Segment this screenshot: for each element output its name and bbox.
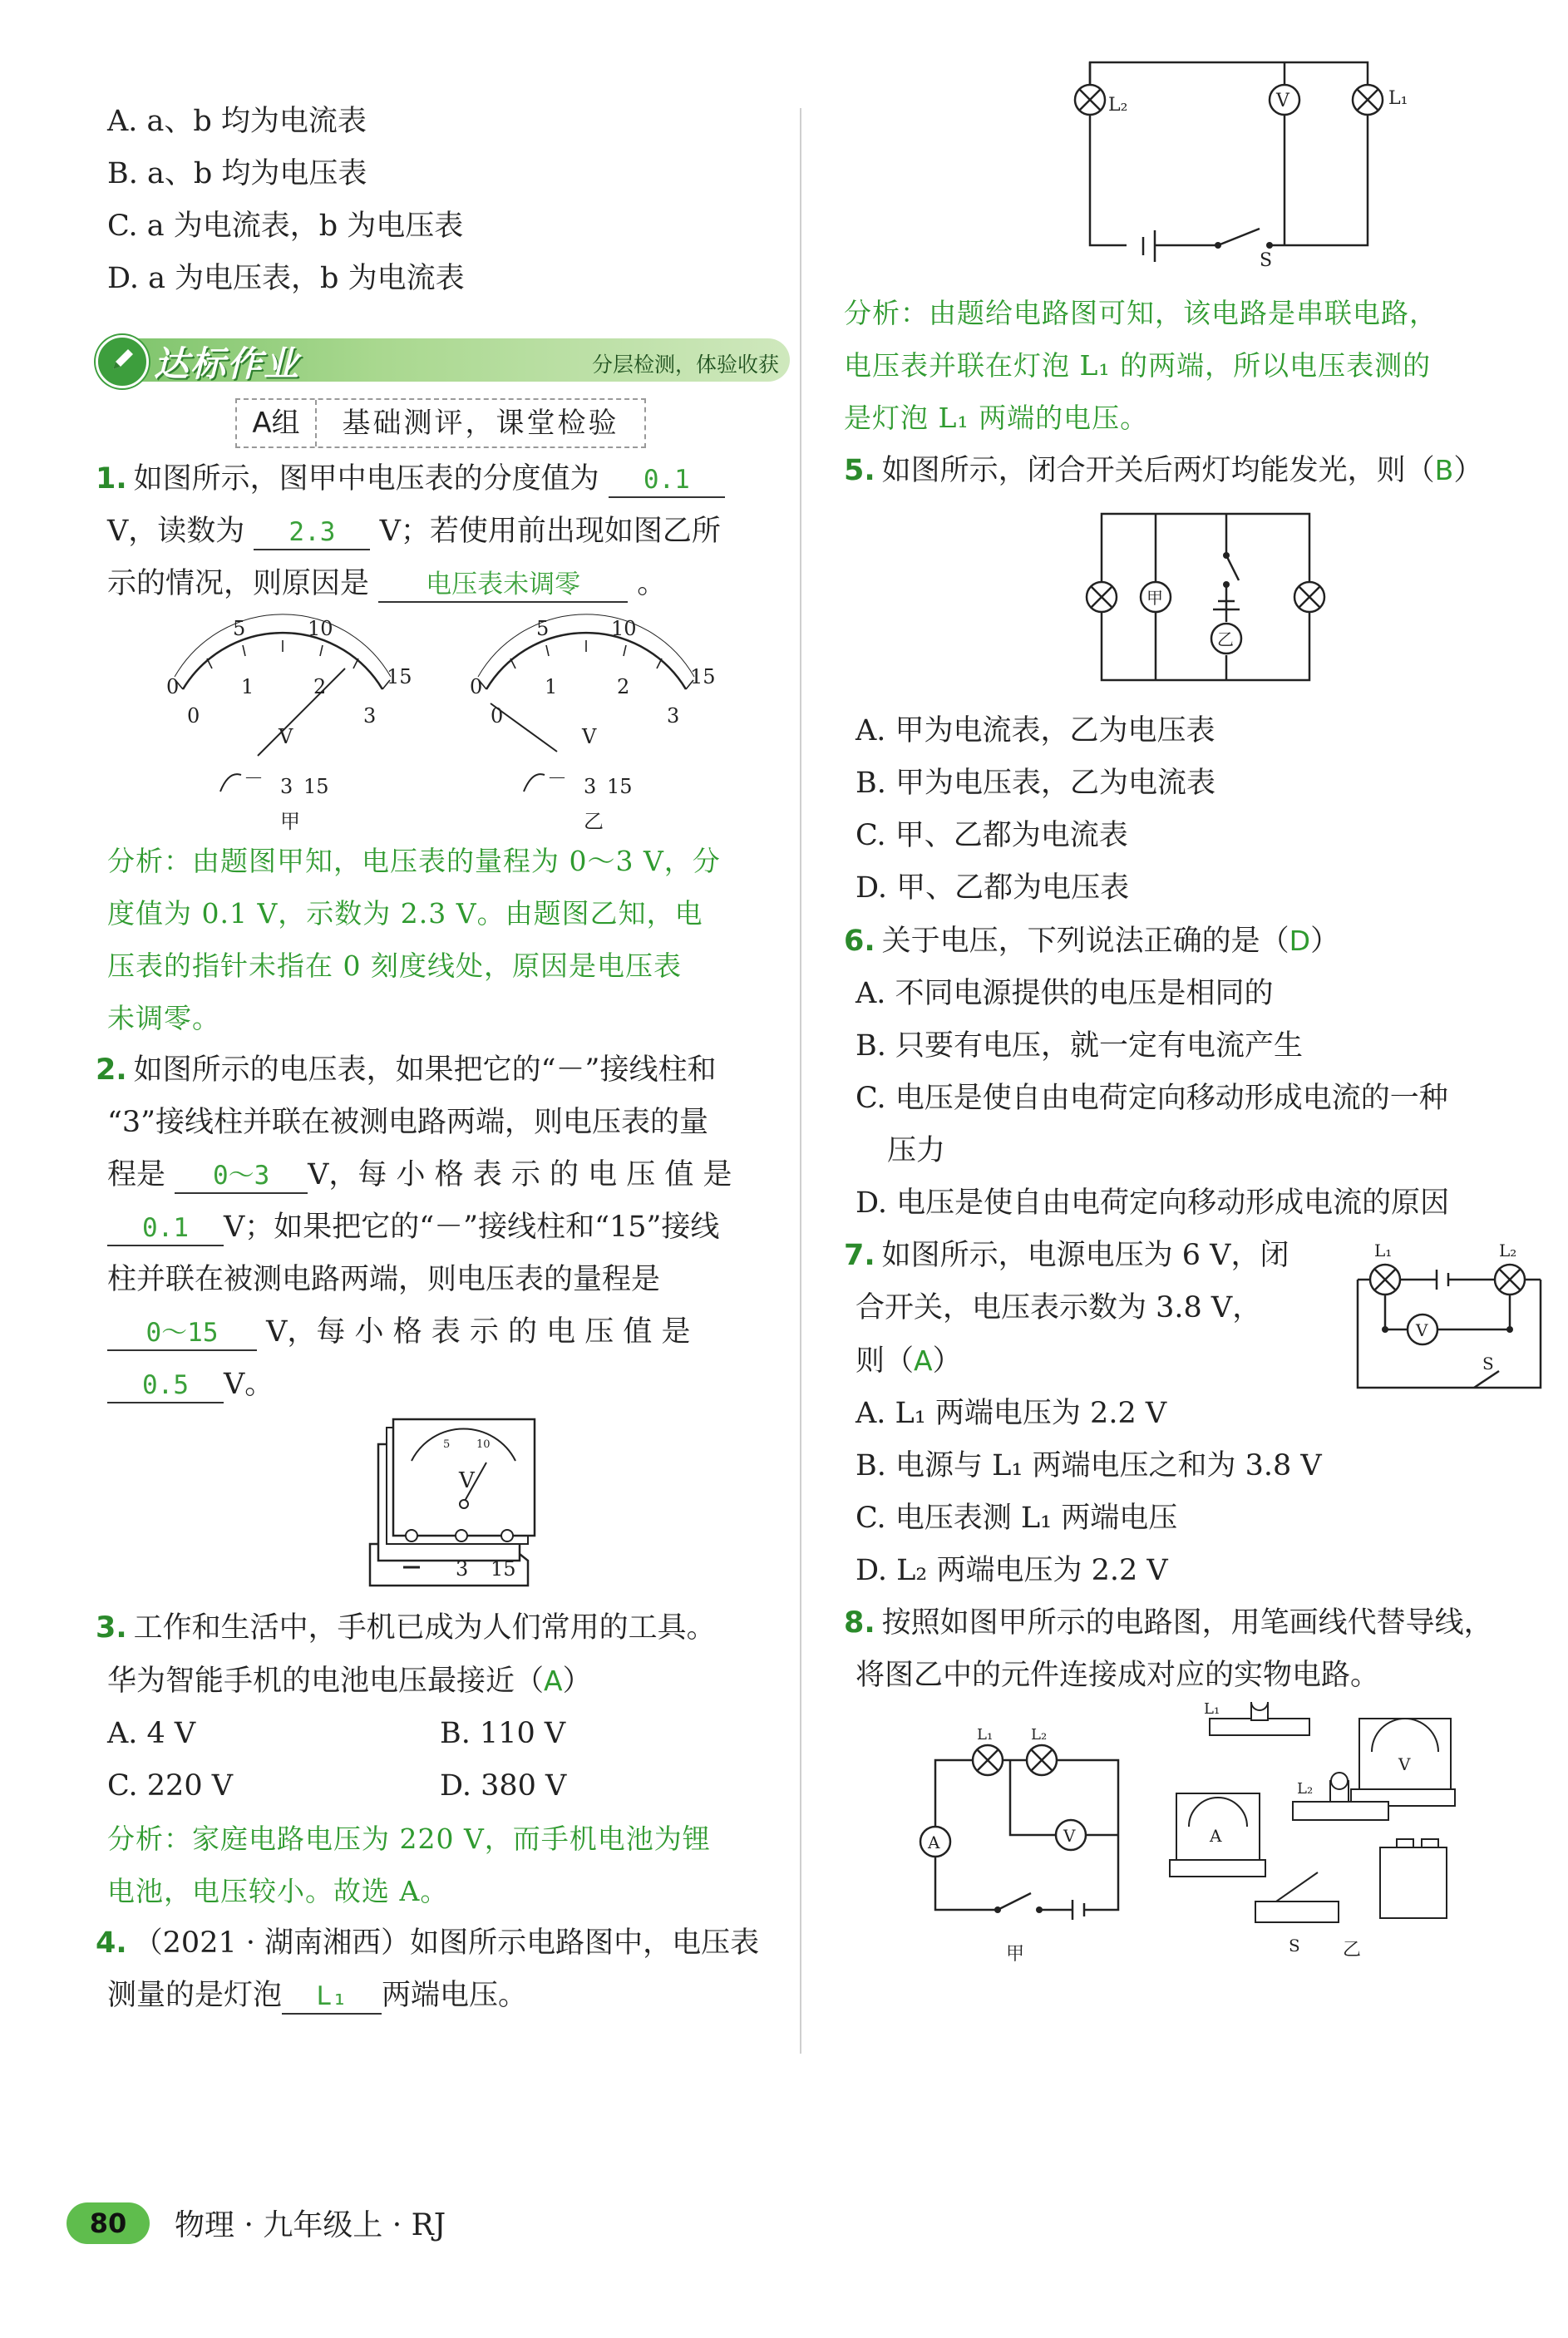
q2-text-4b: V；如果把它的“－”接线柱和“15”接线 [224,1211,720,1244]
q3-text-1: 工作和生活中，手机已成为人们常用的工具。 [133,1611,716,1645]
q7-option-c: C. 电压表测 L₁ 两端电压 [855,1502,1178,1535]
q2-text-3b: V，每 小 格 表 示 的 电 压 值 是 [308,1158,732,1191]
meter-jia-2: 2 [313,675,327,698]
q1-line-2 [96,506,786,558]
q8-circuit-figure [844,1702,1534,1976]
column-divider [800,108,801,2054]
meter-jia-1: 1 [241,675,254,698]
q5-fig-jia: 甲 [1146,588,1163,608]
q2-voltmeter-figure [96,1411,786,1602]
q2-text-3a: 程是 [107,1158,166,1191]
q7-line-2: 合开关，电压表示数为 3.8 V， [855,1291,1262,1324]
meter-jia-10: 10 [308,617,333,640]
q7-fig-l1: L₁ [1374,1241,1393,1260]
q8-number: 8. [844,1606,875,1640]
q1-text-2: V，读数为 [107,515,245,548]
q2-line-7 [96,1359,786,1411]
q8-schematic [920,1745,1118,1920]
prev-option-b: B. a、b 均为电压表 [107,157,367,190]
q2-line-1 [96,1044,786,1097]
q6-number: 6. [844,925,875,958]
meter-jia-5: 5 [233,617,246,640]
meter-yi-0: 0 [470,675,483,698]
meter-yi-unit: V [582,725,597,748]
group-label: A组 [237,400,317,446]
q7-number: 7. [844,1239,875,1272]
meter-yi-15: 15 [690,665,716,688]
q8-fig-jia: 甲 [1006,1944,1025,1965]
q2-terminal-3: 3 [456,1557,469,1581]
meter-yi-3-terminal: 3 [584,775,597,798]
q8-fig-l2: L₂ [1031,1726,1048,1744]
q8-phys-v: V [1398,1754,1411,1774]
q2-answer-4: 0.5 [107,1369,224,1403]
meter-yi-5: 5 [536,617,550,640]
meter-yi-3: 3 [667,704,680,728]
q4-text-2a: 测量的是灯泡 [107,1979,283,2012]
q4-analysis-1: 分析：由题给电路图可知，该电路是串联电路， [844,297,1437,329]
page-number: 80 [67,2202,150,2244]
q2-number: 2. [96,1053,127,1087]
meter-jia-label: 甲 [280,810,300,833]
meter-yi-2: 2 [617,675,630,698]
q7-option-d: D. L₂ 两端电压为 2.2 V [855,1554,1168,1587]
meter-jia-3-terminal: 3 [280,775,293,798]
left-column [96,96,786,2022]
meter-jia-0: 0 [166,675,180,698]
q3-number: 3. [96,1611,127,1645]
meter-jia-minus: － [244,767,264,790]
q1-line-1 [96,453,786,506]
q2-line-3 [96,1149,786,1201]
q5-fig-yi: 乙 [1217,629,1234,649]
q5-option-d: D. 甲、乙都为电压表 [855,871,1130,905]
q6-option-c: C. 电压是使自由电荷定向移动形成电流的一种 [855,1082,1448,1115]
meter-yi-15-terminal: 15 [607,775,633,798]
q5-option-c: C. 甲、乙都为电流表 [855,819,1128,852]
q3-text-2b: ） [562,1665,592,1698]
meter-yi-minus: － [547,767,567,790]
q4-circuit-figure [844,12,1534,287]
q4-fig-s: S [1260,250,1273,271]
q2-text-1: 如图所示的电压表，如果把它的“－”接线柱和 [133,1053,717,1087]
q3-line-1 [96,1602,786,1655]
q8-line-2: 将图乙中的元件连接成对应的实物电路。 [855,1659,1380,1692]
meter-jia-3: 3 [363,704,377,728]
pencil-icon [96,335,149,388]
q5-option-b: B. 甲为电压表，乙为电流表 [855,767,1215,800]
q1-text-5: 。 [637,567,667,600]
q6-line-1 [844,915,1534,968]
q6-text-1b: ） [1310,925,1340,958]
q7-text-3b: ） [932,1344,962,1378]
meter-jia-15: 15 [387,665,412,688]
page-footer [67,2202,446,2244]
q2-line-5: 柱并联在被测电路两端，则电压表的量程是 [107,1263,661,1296]
q5-line-1 [844,444,1534,497]
q7-option-b: B. 电源与 L₁ 两端电压之和为 3.8 V [855,1449,1322,1482]
q1-analysis-4: 未调零。 [107,1002,220,1034]
q6-option-d: D. 电压是使自由电荷定向移动形成电流的原因 [855,1186,1450,1220]
prev-option-c: C. a 为电流表，b 为电压表 [107,210,464,243]
banner-subtitle: 分层检测，体验收获 [591,353,779,377]
q1-answer-1: 0.1 [609,463,725,498]
q6-option-b: B. 只要有电压，就一定有电流产生 [855,1029,1303,1063]
q1-analysis-3: 压表的指针未指在 0 刻度线处，原因是电压表 [107,950,682,982]
q2-terminal-15: 15 [491,1557,516,1581]
q5-text-1b: ） [1453,454,1483,487]
q3-answer: A [544,1665,563,1697]
right-column [844,12,1534,1976]
q5-number: 5. [844,454,875,487]
q1-analysis-1: 分析：由题图甲知，电压表的量程为 0～3 V，分 [107,845,721,877]
q5-circuit-figure [844,497,1534,705]
section-banner [96,328,786,387]
meter-jia-unit: V [279,725,293,748]
q4-line-1 [96,1917,786,1970]
meter-yi-10: 10 [611,617,637,640]
q7-option-a: A. L₁ 两端电压为 2.2 V [855,1397,1167,1430]
q8-phys-a: A [1210,1826,1222,1846]
q4-fig-v: V [1276,91,1289,111]
q3-options-row-2 [96,1760,786,1813]
meter-jia [166,614,412,833]
q8-fig-a: A [928,1832,940,1852]
meter-jia-15-terminal: 15 [303,775,329,798]
q3-analysis-1: 分析：家庭电路电压为 220 V，而手机电池为锂 [107,1823,711,1855]
meter-yi-0b: 0 [491,704,504,728]
q8-line-1 [844,1597,1534,1650]
q2-line-6 [96,1306,786,1359]
q8-fig-v: V [1063,1826,1076,1846]
q2-text-7b: V。 [224,1368,274,1401]
q2-meter-unit: V [459,1468,475,1493]
group-heading [235,398,646,448]
q7-circuit-figure [1349,1238,1557,1404]
q2-answer-2: 0.1 [107,1211,224,1246]
group-title: 基础测评，课堂检验 [342,407,619,440]
q8-text-1: 按照如图甲所示的电路图，用笔画线代替导线， [881,1606,1493,1640]
q1-number: 1. [96,462,127,496]
q2-line-2: “3”接线柱并联在被测电路两端，则电压表的量 [107,1106,709,1139]
q3-option-b: B. 110 V [440,1717,566,1750]
q7-fig-l2: L₂ [1499,1241,1517,1260]
q2-meter-5: 5 [443,1438,451,1451]
q4-number: 4. [96,1926,127,1960]
q1-voltmeter-figure [96,610,786,835]
q4-analysis-3: 是灯泡 L₁ 两端的电压。 [844,402,1149,434]
q5-option-a: A. 甲为电流表，乙为电压表 [855,714,1215,747]
q8-phys-s: S [1289,1936,1300,1956]
prev-option-a: A. a、b 均为电流表 [107,105,367,138]
q6-text-1: 关于电压，下列说法正确的是（ [881,925,1289,958]
footer-text: 物理 · 九年级上 · RJ [175,2208,446,2242]
q3-text-2: 华为智能手机的电池电压最接近（ [107,1665,545,1698]
meter-yi-1: 1 [545,675,558,698]
q7-text-1: 如图所示，电源电压为 6 V，闭 [881,1239,1289,1272]
q3-option-d: D. 380 V [440,1769,567,1803]
q7-fig-v: V [1416,1320,1428,1340]
q1-line-3 [96,558,786,610]
q6-option-c-cont: 压力 [887,1134,946,1167]
q4-line-2 [96,1970,786,2022]
q7-answer: A [914,1344,933,1377]
q5-answer: B [1434,454,1454,486]
meter-yi [470,614,716,833]
q1-text-3: V；若使用前出现如图乙所 [379,515,721,548]
q2-text-6b: V，每 小 格 表 示 的 电 压 值 是 [266,1315,691,1349]
q4-answer: L₁ [282,1980,382,2015]
q5-text-1: 如图所示，闭合开关后两灯均能发光，则（ [881,454,1435,487]
q1-text-1: 如图所示，图甲中电压表的分度值为 [133,462,599,496]
q2-meter-10: 10 [476,1438,491,1451]
q3-options-row-1 [96,1708,786,1760]
q3-line-2 [96,1655,786,1708]
q8-phys-l2: L₂ [1297,1780,1314,1798]
q6-answer: D [1289,925,1311,957]
q4-fig-l2: L₂ [1108,95,1128,116]
q8-phys-l1: L₁ [1204,1702,1220,1718]
q3-analysis-2: 电池，电压较小。故选 A。 [107,1875,449,1907]
q1-text-4: 示的情况，则原因是 [107,567,370,600]
prev-option-d: D. a 为电压表，b 为电流表 [107,262,465,295]
q1-answer-2: 2.3 [254,515,370,550]
q8-fig-yi: 乙 [1343,1940,1362,1961]
q7-text-3: 则（ [855,1344,915,1378]
meter-jia-0b: 0 [187,704,200,728]
q4-fig-l1: L₁ [1388,88,1408,109]
q8-fig-l1: L₁ [977,1726,994,1744]
q7-fig-s: S [1482,1354,1494,1374]
q3-option-a: A. 4 V [107,1717,196,1750]
banner-title: 达标作业 [154,343,301,384]
q8-physical-parts [1170,1702,1455,1922]
q4-text-2b: 两端电压。 [382,1979,528,2012]
q1-answer-3: 电压表未调零 [378,568,628,603]
q4-analysis-2: 电压表并联在灯泡 L₁ 的两端，所以电压表测的 [844,349,1432,382]
q1-analysis-2: 度值为 0.1 V，示数为 2.3 V。由题图乙知，电 [107,897,703,930]
q3-option-c: C. 220 V [107,1769,233,1803]
q7-block [844,1230,1534,1388]
meter-yi-label: 乙 [584,810,604,833]
q2-line-4 [96,1201,786,1254]
q6-option-a: A. 不同电源提供的电压是相同的 [855,977,1274,1010]
q4-text-1: （2021 · 湖南湘西）如图所示电路图中，电压表 [133,1926,760,1960]
q2-answer-3: 0～15 [107,1316,257,1351]
q2-answer-1: 0～3 [175,1159,308,1194]
